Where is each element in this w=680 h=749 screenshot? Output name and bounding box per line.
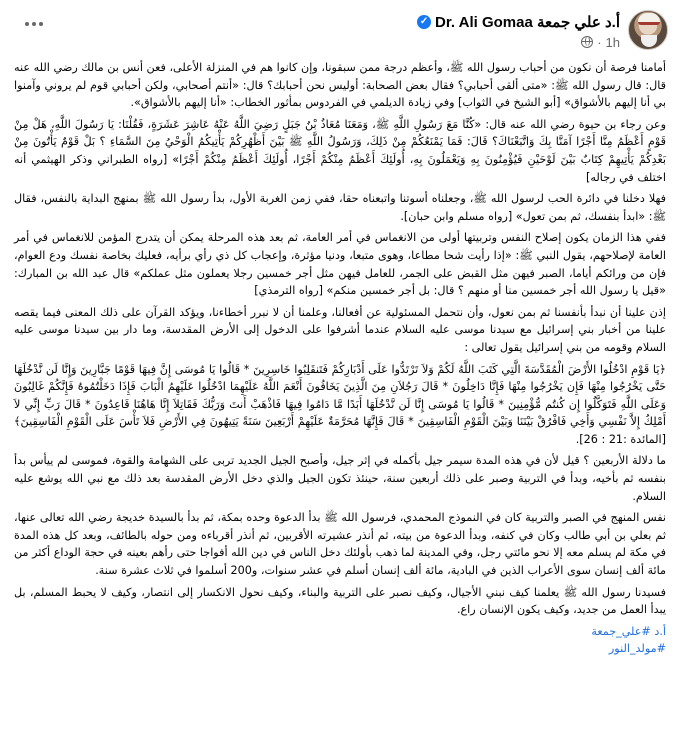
post-paragraph: نفس المنهج في الصبر والتربية كان في النموذج المحمدي، فرسول الله ﷺ بدأ الدعوة وحده بمكة، ثم بدأ بالسيدة خديجة رضي الله تعالى عنها، ثم بعلي بن أبي طالب وكان في كنفه، وبدأ الدعوة من بيته، ثم أنذر عشيرته الأقربين، ثم أنذر أقرباءه ومن حوله بالطائف، وبعد كل هذه المدة في مكة لم يسلم معه إلا نحو مائتي رجل، وفي المدينة لما ذهب بأولئك دخل الناس في دين الله أفواجا حتى رأهم بعينه في حجة الوداع أكثر من مائة ألف إنسان سوى الأعراب الذين في البادية، مائة ألف إنسان أسلم في عشر سنوات، و200 أسلموا في ثلاث عشرة سنة. (14, 511, 666, 578)
post-time[interactable]: 1h (605, 34, 620, 50)
verified-badge-icon: ✓ (417, 15, 431, 29)
post-meta (581, 34, 620, 50)
post-body (14, 59, 666, 658)
more-options-button[interactable] (20, 14, 48, 34)
avatar[interactable] (628, 10, 668, 50)
quran-verse: ﴿يَا قَوْمِ ادْخُلُوا الأَرْضَ الْمُقَدَّسَةَ الَّتِي كَتَبَ اللَّهُ لَكُمْ وَلاَ تَرْتَدُّوا عَلَى أَدْبَارِكُمْ فَتَنقَلِبُوا خَاسِرِينَ * قَالُوا يَا مُوسَى إِنَّ فِيهَا قَوْمًا جَبَّارِينَ وَإِنَّا لَن نَّدْخُلَهَا حَتَّى يَخْرُجُوا مِنْهَا فَإِن يَخْرُجُوا مِنْهَا فَإِنَّا دَاخِلُونَ * قَالَ رَجُلاَنِ مِنَ الَّذِينَ يَخَافُونَ أَنْعَمَ اللَّهُ عَلَيْهِمَا ادْخُلُوا عَلَيْهِمُ الْبَابَ فَإِذَا دَخَلْتُمُوهُ فَإِنَّكُمْ غَالِبُونَ وَعَلَى اللَّهِ فَتَوَكَّلُوا إِن كُنتُم مُّؤْمِنِينَ * قَالُوا يَا مُوسَى إِنَّا لَن نَّدْخُلَهَا أَبَدًا مَّا دَامُوا فِيهَا فَاذْهَبْ أَنتَ وَرَبُّكَ فَقَاتِلاَ إِنَّا هَاهُنَا قَاعِدُونَ * قَالَ رَبِّ إِنِّي لاَ أَمْلِكُ إِلاَّ نَفْسِي وَأَخِي فَافْرُقْ بَيْنَنَا وَبَيْنَ الْقَوْمِ الْفَاسِقِينَ * قَالَ فَإِنَّهَا مُحَرَّمَةٌ عَلَيْهِمْ أَرْبَعِينَ سَنَةً يَتِيهُونَ فِي الأَرْضِ فَلاَ تَأْسَ عَلَى الْقَوْمِ الْفَاسِقِينَ﴾ [المائدة :21 : 26]. (14, 362, 666, 446)
author-name[interactable]: Dr. Ali Gomaa أ.د علي جمعة (435, 14, 620, 31)
post-paragraph: فهلا دخلنا في دائرة الحب لرسول الله ﷺ، وجعلناه أسوتنا واتبعناه حقا، ففي زمن الغربة الأول، بدأ رسول الله ﷺ بمنهج البداية بالنفس، فقال ﷺ: «ابدأ بنفسك، ثم بمن تعول» [رواه مسلم وابن حبان]. (14, 192, 666, 223)
post-paragraph: وعن رجاء بن حيوة رضي الله عنه قال: «كُنَّا مَعَ رَسُولِ اللَّهِ ﷺ، وَمَعَنَا مُعَاذُ بْنُ جَبَلٍ رَضِيَ اللَّهُ عَنْهُ عَاشِرَ عَشَرَةٍ، فَقُلْنَا: يَا رَسُولَ اللَّهِ، هَلْ مِنْ قَوْمٍ أَعْظَمُ مِنَّا أَجْرًا آمَنَّا بِكَ وَاتَّبَعْنَاكَ؟ قَالَ: فَمَا يَمْنَعُكُمْ مِنْ ذَلِكَ، وَرَسُولُ اللَّهِ ﷺ بَيْنَ أَظْهُرِكُمْ يَأْتِيكُمُ الْوَحْيُ مِنَ السَّمَاءِ ؟ بَلْ قَوْمٌ يَأْتُونَ مِنْ بَعْدِكُمْ يَأْتِيهِمْ كِتَابٌ بَيْنَ لَوْحَيْنِ فَيُؤْمِنُونَ بِهِ وَيَعْمَلُونَ بِهِ، أُولَئِكَ أَعْظَمُ مِنْكُمْ أَجْرًا، أُولَئِكَ أَعْظَمُ مِنْكُمْ أَجْرًا» [رواه الطبراني وذكر الهيثمي أنه اختلف في رجاله] (14, 117, 666, 184)
avatar-turban (638, 13, 660, 25)
hashtag-link[interactable]: #مولد_النور (608, 642, 666, 656)
post-paragraph: فسيدنا رسول الله ﷺ يعلمنا كيف نبني الأجيال، وكيف نصبر على التربية والبناء، وكيف نحول الانكسار إلى انتصار، وكيف لا يحبط المسلم، بل يبدأ العمل من جديد، وكيف يكون الإنسان راع. (14, 585, 666, 617)
dot-icon (25, 22, 29, 26)
author-line (417, 12, 620, 32)
dot-icon (32, 22, 36, 26)
globe-icon (581, 36, 593, 48)
dot-icon (39, 22, 43, 26)
post-paragraph: أمامنا فرصة أن نكون من أحباب رسول الله ﷺ، وأعظم درجة ممن سبقونا، وإن كانوا هم في المنزلة الأعلى، فعن أنس بن مالك رضي الله عنه قال: قال رسول الله ﷺ: «متى ألقى أحبابي؟ فقال بعض الصحابة: أوليس نحن أحبابك؟ قال: «أنتم أصحابي، ولكن أحبابي قوم لم يروني وآمنوا بي أنا إليهم بالأشواق» [أبو الشيخ في الثواب] وفي زيادة الديلمي في الفردوس بمأثور الخطاب: «أنا إليهم بالأشواق». (14, 61, 666, 110)
post-header (0, 0, 680, 56)
post-paragraph: ففي هذا الزمان يكون إصلاح النفس وتربيتها أولى من الانغماس في أمر العامة، ثم بعد هذه المرحلة يمكن أن يتدرج المؤمن للانغماس في أمر العامة لإصلاحهم، يقول النبي ﷺ: «إذا رأيت شحا مطاعا، وهوى متبعا، ودنيا مؤثرة، وإعجاب كل ذي رأي برأيه، فعليك بخاصة نفسك ودع العوام، فإن من ورائكم أياما، الصبر فيهن مثل القبض على الجمر، للعامل فيهن مثل أجر خمسين رجلا يعملون مثل عملكم» قال عبد الله بن المبارك: «قيل يا رسول الله أجر خمسين منا أو منهم ؟ قال: بل أجر خمسين منكم» [رواه الترمذي] (14, 231, 666, 298)
signature-hashtag-link[interactable]: أ.د #علي_جمعة (591, 624, 666, 638)
meta-separator: · (597, 34, 602, 50)
avatar-beard (641, 35, 657, 47)
post-paragraph: ما دلالة الأربعين ؟ قيل لأن في هذه المدة سيمر جيل بأكمله في إثر جيل، وأصبح الجيل الجديد تربى على الشهامة والقوة، فموسى لم ييأس بدأ بنفسه ثم بأخيه، وبدأ في التربية وصبر على ذلك أربعين سنة، حينئذ تكون الجيل والذي دخل الأرض المقدسة بعد ذلك مع نبي الله يوشع عليه السلام. (14, 454, 666, 503)
post-paragraph: إذن علينا أن نبدأ بأنفسنا ثم بمن نعول، وأن نتحمل المسئولية عن أفعالنا، وعلمنا أن لا نبرر أخطاءنا، ويؤكد القرآن على ذلك المعنى فيما يقصه علينا من أخبار بني إسرائيل مع سيدنا موسى عليه السلام عندما أشرفوا على الدخول إلى الأرض المقدسة، وما دار بين سيدنا موسى عليه السلام وقومه من بني إسرائيل يقول تعالى : (14, 305, 666, 354)
hashtags (14, 623, 666, 658)
